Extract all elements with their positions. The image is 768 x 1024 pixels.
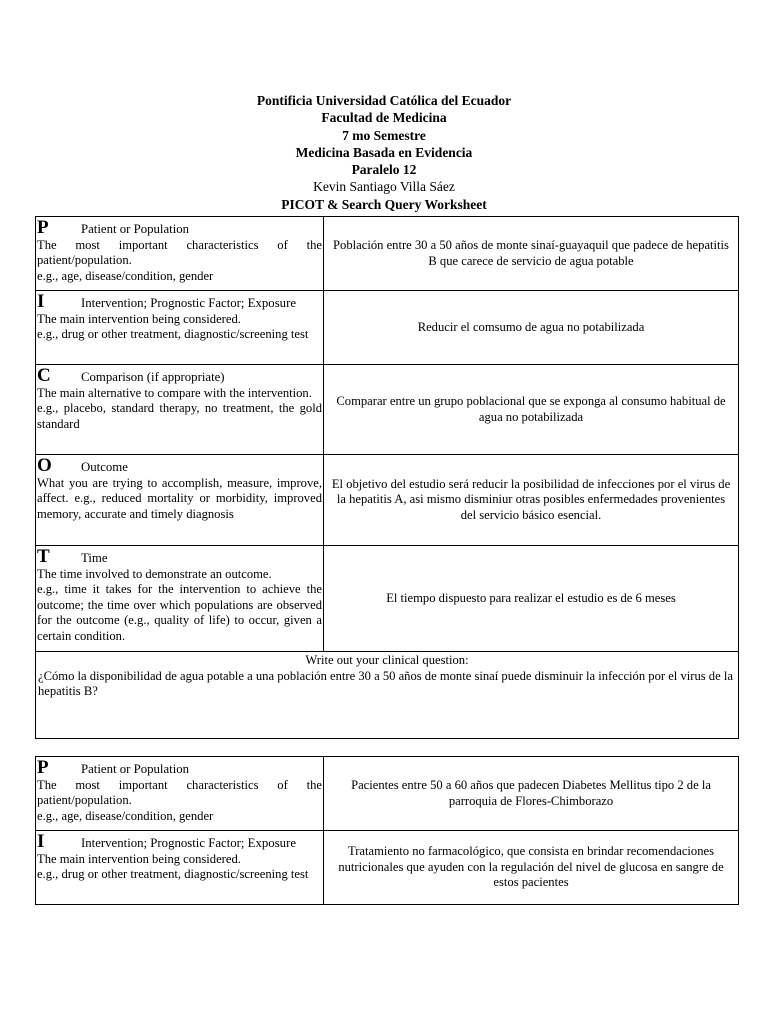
picot-row-c — [36, 365, 739, 455]
picot-table-1 — [35, 216, 739, 739]
student-name: Kevin Santiago Villa Sáez — [313, 179, 455, 195]
clinical-question-label: Write out your clinical question: — [305, 653, 469, 667]
picot-criteria-cell — [36, 217, 324, 291]
picot-criteria-description: The main intervention being considered. — [37, 311, 241, 326]
picot-row-p — [36, 217, 739, 291]
picot-criteria-title: Outcome — [81, 460, 128, 474]
picot-criteria-example: e.g., age, disease/condition, gender — [37, 268, 214, 283]
picot-criteria-example: e.g., placebo, standard therapy, no treatment, the gold standard — [37, 401, 322, 431]
picot-criteria-description: The most important characteristics of the patient/population. — [37, 237, 322, 268]
picot-letter: T — [37, 546, 50, 567]
picot-row-i — [36, 831, 739, 905]
picot-answer: El objetivo del estudio será reducir la posibilidad de infecciones por el virus de la hepatitis A, asi mismo disminiur otras posibles enfermedades provenientes del servicio básico esencial. — [324, 455, 739, 546]
picot-criteria-example: e.g., drug or other treatment, diagnostic/screening test — [37, 327, 309, 342]
picot-criteria-title: Time — [81, 551, 108, 565]
picot-letter: C — [37, 365, 51, 386]
picot-row-t — [36, 546, 739, 652]
picot-criteria-example: e.g., age, disease/condition, gender — [37, 808, 214, 823]
picot-answer: Pacientes entre 50 a 60 años que padecen Diabetes Mellitus tipo 2 de la parroquia de Flores-Chimborazo — [324, 757, 739, 831]
picot-letter: I — [37, 291, 45, 312]
picot-criteria-title: Comparison (if appropriate) — [81, 370, 225, 384]
picot-letter: P — [37, 757, 49, 778]
faculty-name: Facultad de Medicina — [321, 110, 447, 126]
picot-criteria-description: The main intervention being considered. — [37, 851, 241, 866]
picot-answer: Tratamiento no farmacológico, que consista en brindar recomendaciones nutricionales que ayuden con la regulación del nivel de glucosa en sangre de estos pacientes — [324, 831, 739, 905]
semester: 7 mo Semestre — [342, 127, 426, 143]
picot-criteria-title: Patient or Population — [81, 222, 190, 236]
picot-row-i — [36, 291, 739, 365]
picot-criteria-description: The time involved to demonstrate an outcome. — [37, 566, 272, 581]
university-name: Pontificia Universidad Católica del Ecuador — [256, 93, 512, 108]
picot-answer: Reducir el comsumo de agua no potabilizada — [324, 291, 739, 365]
clinical-question-row — [36, 652, 739, 739]
picot-row-p — [36, 757, 739, 831]
picot-letter: I — [37, 831, 45, 852]
picot-criteria-cell — [36, 455, 324, 546]
document-header — [0, 92, 768, 213]
picot-criteria-cell — [36, 291, 324, 365]
picot-criteria-example: e.g., time it takes for the intervention to achieve the outcome; the time over which populations are observed for the outcome (e.g., quality of life) to occur, given a certain condition. — [37, 582, 322, 643]
picot-row-o — [36, 455, 739, 546]
picot-criteria-cell — [36, 757, 324, 831]
picot-criteria-title: Intervention; Prognostic Factor; Exposure — [81, 296, 297, 310]
picot-criteria-description: The most important characteristics of the patient/population. — [37, 777, 322, 808]
parallel: Paralelo 12 — [351, 162, 417, 178]
clinical-question-text: ¿Cómo la disponibilidad de agua potable a una población entre 30 a 50 años de monte sinaí puede disminuir la infección por el virus de la hepatitis B? — [38, 668, 733, 699]
picot-criteria-cell — [36, 365, 324, 455]
worksheet-title: PICOT & Search Query Worksheet — [281, 196, 487, 212]
picot-criteria-cell — [36, 546, 324, 652]
picot-criteria-cell — [36, 831, 324, 905]
picot-criteria-title: Patient or Population — [81, 762, 190, 776]
picot-letter: P — [37, 217, 49, 238]
picot-criteria-description: What you are trying to accomplish, measure, improve, affect. e.g., reduced mortality or morbidity, improved memory, accurate and timely diagnosis — [37, 475, 322, 521]
clinical-question-cell — [36, 652, 739, 739]
picot-answer: Comparar entre un grupo poblacional que se exponga al consumo habitual de agua no potabilizada — [324, 365, 739, 455]
picot-answer: Población entre 30 a 50 años de monte sinaí-guayaquil que padece de hepatitis B que carece de servicio de agua potable — [324, 217, 739, 291]
course-name: Medicina Basada en Evidencia — [295, 144, 473, 160]
picot-letter: O — [37, 455, 52, 476]
picot-table-2 — [35, 756, 739, 905]
picot-criteria-title: Intervention; Prognostic Factor; Exposure — [81, 836, 297, 850]
picot-criteria-description: The main alternative to compare with the intervention. — [37, 385, 312, 400]
picot-criteria-example: e.g., drug or other treatment, diagnostic/screening test — [37, 867, 309, 882]
picot-answer: El tiempo dispuesto para realizar el estudio es de 6 meses — [324, 546, 739, 652]
